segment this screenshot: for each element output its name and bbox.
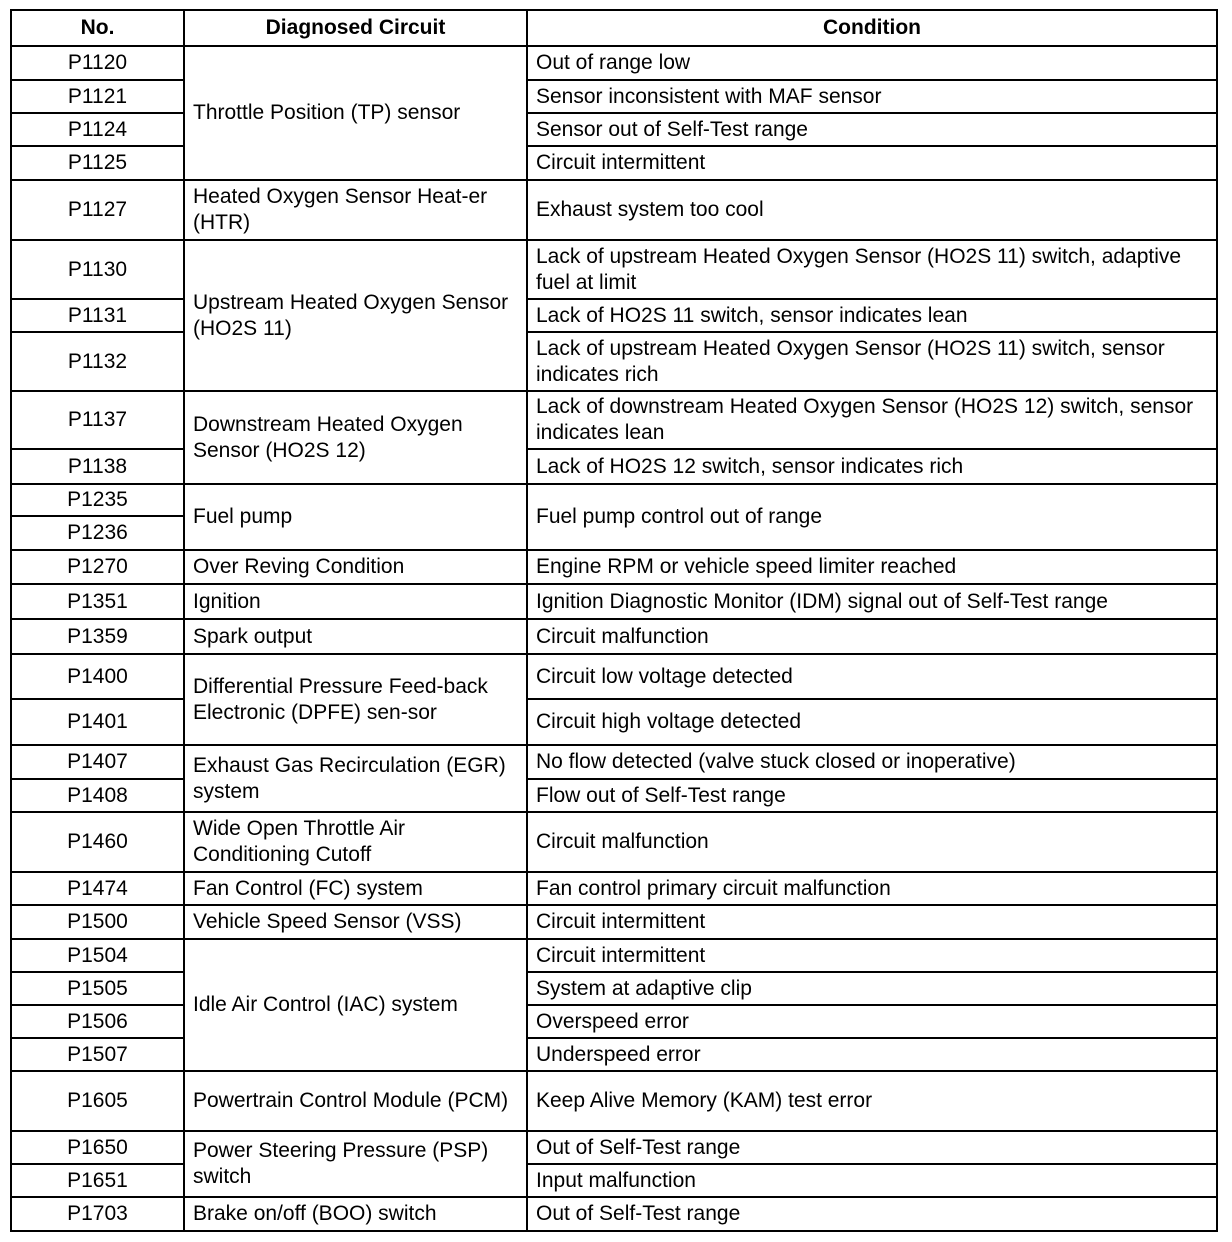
circuit-cell: Fuel pump: [184, 484, 527, 550]
condition-cell: Circuit intermittent: [527, 905, 1217, 939]
table-row: [11, 180, 1217, 240]
circuit-cell: Vehicle Speed Sensor (VSS): [184, 905, 527, 939]
table-row: [11, 1197, 1217, 1231]
condition-cell: Engine RPM or vehicle speed limiter reached: [527, 550, 1217, 584]
circuit-cell: Ignition: [184, 584, 527, 619]
code-cell: P1474: [11, 872, 184, 905]
table-row: [11, 654, 1217, 699]
condition-cell: Keep Alive Memory (KAM) test error: [527, 1071, 1217, 1131]
condition-cell: Out of range low: [527, 46, 1217, 80]
condition-cell: Fuel pump control out of range: [527, 484, 1217, 550]
code-cell: P1401: [11, 699, 184, 745]
condition-cell: Underspeed error: [527, 1038, 1217, 1071]
table-row: [11, 1071, 1217, 1131]
header-no: No.: [11, 10, 184, 46]
code-cell: P1407: [11, 745, 184, 779]
condition-cell: Ignition Diagnostic Monitor (IDM) signal out of Self-Test range: [527, 584, 1217, 619]
table-row: [11, 46, 1217, 80]
table-row: [11, 391, 1217, 449]
condition-cell: Sensor inconsistent with MAF sensor: [527, 80, 1217, 113]
header-condition: Condition: [527, 10, 1217, 46]
condition-cell: Overspeed error: [527, 1005, 1217, 1038]
code-cell: P1505: [11, 972, 184, 1005]
circuit-cell: Upstream Heated Oxygen Sensor (HO2S 11): [184, 240, 527, 391]
code-cell: P1359: [11, 619, 184, 654]
condition-cell: Lack of upstream Heated Oxygen Sensor (HO2S 11) switch, adaptive fuel at limit: [527, 240, 1217, 299]
circuit-cell: Powertrain Control Module (PCM): [184, 1071, 527, 1131]
table-row: [11, 550, 1217, 584]
code-cell: P1507: [11, 1038, 184, 1071]
circuit-cell: Brake on/off (BOO) switch: [184, 1197, 527, 1231]
code-cell: P1132: [11, 332, 184, 391]
code-cell: P1651: [11, 1164, 184, 1197]
condition-cell: Circuit high voltage detected: [527, 699, 1217, 745]
table-row: [11, 484, 1217, 516]
code-cell: P1504: [11, 939, 184, 972]
circuit-cell: Downstream Heated Oxygen Sensor (HO2S 12): [184, 391, 527, 484]
condition-cell: Circuit malfunction: [527, 812, 1217, 872]
code-cell: P1605: [11, 1071, 184, 1131]
dtc-table: [10, 9, 1218, 1232]
header-row: [11, 10, 1217, 46]
code-cell: P1125: [11, 146, 184, 180]
table-row: [11, 812, 1217, 872]
code-cell: P1236: [11, 516, 184, 550]
condition-cell: Input malfunction: [527, 1164, 1217, 1197]
condition-cell: Lack of downstream Heated Oxygen Sensor (HO2S 12) switch, sensor indicates lean: [527, 391, 1217, 449]
code-cell: P1703: [11, 1197, 184, 1231]
code-cell: P1137: [11, 391, 184, 449]
code-cell: P1121: [11, 80, 184, 113]
code-cell: P1138: [11, 449, 184, 484]
circuit-cell: Differential Pressure Feed-back Electronic (DPFE) sen-sor: [184, 654, 527, 745]
condition-cell: Exhaust system too cool: [527, 180, 1217, 240]
code-cell: P1127: [11, 180, 184, 240]
table-row: [11, 872, 1217, 905]
condition-cell: Out of Self-Test range: [527, 1131, 1217, 1164]
code-cell: P1270: [11, 550, 184, 584]
code-cell: P1408: [11, 779, 184, 812]
table-row: [11, 1131, 1217, 1164]
condition-cell: Flow out of Self-Test range: [527, 779, 1217, 812]
header-circuit: Diagnosed Circuit: [184, 10, 527, 46]
condition-cell: No flow detected (valve stuck closed or inoperative): [527, 745, 1217, 779]
code-cell: P1650: [11, 1131, 184, 1164]
table-row: [11, 745, 1217, 779]
table-row: [11, 240, 1217, 299]
table-row: [11, 619, 1217, 654]
circuit-cell: Spark output: [184, 619, 527, 654]
code-cell: P1130: [11, 240, 184, 299]
code-cell: P1500: [11, 905, 184, 939]
table-row: [11, 584, 1217, 619]
condition-cell: Lack of HO2S 12 switch, sensor indicates rich: [527, 449, 1217, 484]
condition-cell: Lack of HO2S 11 switch, sensor indicates lean: [527, 299, 1217, 332]
code-cell: P1506: [11, 1005, 184, 1038]
circuit-cell: Exhaust Gas Recirculation (EGR) system: [184, 745, 527, 812]
condition-cell: Fan control primary circuit malfunction: [527, 872, 1217, 905]
condition-cell: Out of Self-Test range: [527, 1197, 1217, 1231]
condition-cell: Circuit intermittent: [527, 146, 1217, 180]
circuit-cell: Fan Control (FC) system: [184, 872, 527, 905]
circuit-cell: Idle Air Control (IAC) system: [184, 939, 527, 1071]
code-cell: P1400: [11, 654, 184, 699]
condition-cell: System at adaptive clip: [527, 972, 1217, 1005]
code-cell: P1460: [11, 812, 184, 872]
circuit-cell: Wide Open Throttle Air Conditioning Cutoff: [184, 812, 527, 872]
condition-cell: Sensor out of Self-Test range: [527, 113, 1217, 146]
code-cell: P1120: [11, 46, 184, 80]
condition-cell: Circuit low voltage detected: [527, 654, 1217, 699]
table-row: [11, 939, 1217, 972]
code-cell: P1235: [11, 484, 184, 516]
code-cell: P1131: [11, 299, 184, 332]
circuit-cell: Throttle Position (TP) sensor: [184, 46, 527, 180]
condition-cell: Circuit malfunction: [527, 619, 1217, 654]
table-row: [11, 905, 1217, 939]
condition-cell: Lack of upstream Heated Oxygen Sensor (HO2S 11) switch, sensor indicates rich: [527, 332, 1217, 391]
circuit-cell: Heated Oxygen Sensor Heat-er (HTR): [184, 180, 527, 240]
circuit-cell: Power Steering Pressure (PSP) switch: [184, 1131, 527, 1197]
circuit-cell: Over Reving Condition: [184, 550, 527, 584]
code-cell: P1351: [11, 584, 184, 619]
code-cell: P1124: [11, 113, 184, 146]
condition-cell: Circuit intermittent: [527, 939, 1217, 972]
